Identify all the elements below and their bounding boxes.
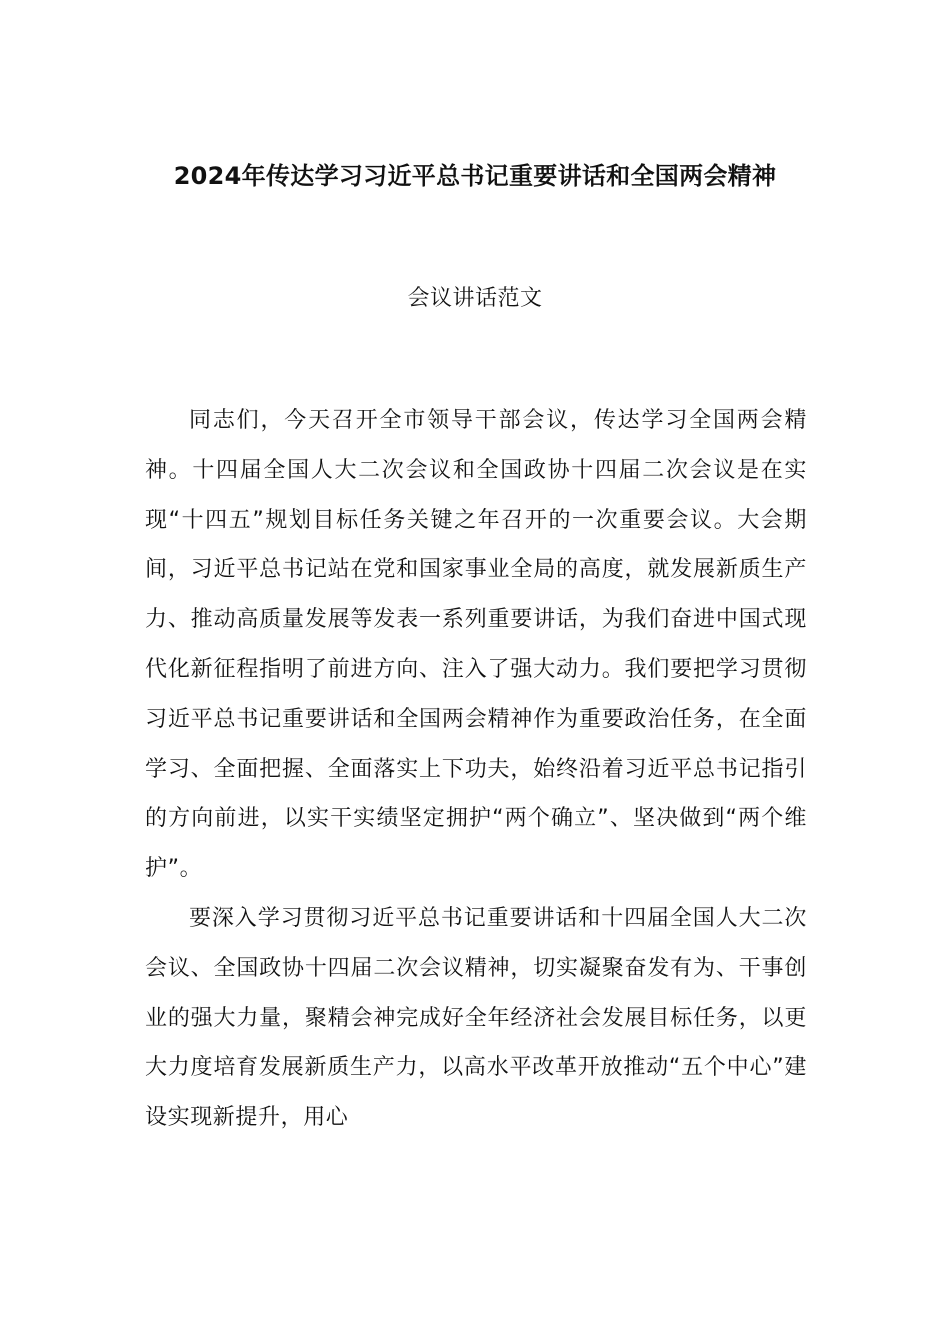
document-title: 2024年传达学习习近平总书记重要讲话和全国两会精神	[173, 162, 777, 190]
paragraph-1: 同志们，今天召开全市领导干部会议，传达学习全国两会精神。十四届全国人大二次会议和全国政协十四届二次会议是在实现“十四五”规划目标任务关键之年召开的一次重要会议。大会期间，习近平总书记站在党和国家事业全局的高度，就发展新质生产力、推动高质量发展等发表一系列重要讲话，为我们奋进中国式现代化新征程指明了前进方向、注入了强大动力。我们要把学习贯彻习近平总书记重要讲话和全国两会精神作为重要政治任务，在全面学习、全面把握、全面落实上下功夫，始终沿着习近平总书记指引的方向前进，以实干实绩坚定拥护“两个确立”、坚决做到“两个维护”。	[145, 408, 807, 882]
document-body	[145, 396, 807, 1143]
paragraph-2: 要深入学习贯彻习近平总书记重要讲话和十四届全国人大二次会议、全国政协十四届二次会议精神，切实凝聚奋发有为、干事创业的强大力量，聚精会神完成好全年经济社会发展目标任务，以更大力度培育发展新质生产力，以高水平改革开放推动“五个中心”建设实现新提升，用心	[145, 905, 807, 1131]
document-subtitle: 会议讲话范文	[407, 286, 543, 311]
